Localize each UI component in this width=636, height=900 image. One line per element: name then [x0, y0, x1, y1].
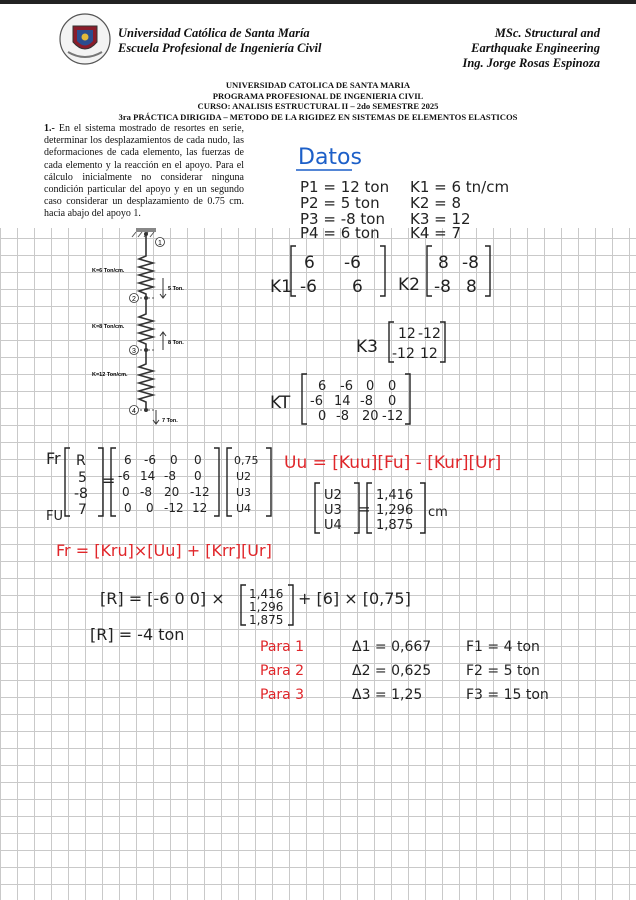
f-vec-1: 5: [78, 470, 87, 486]
r-calc-vector: [249, 587, 283, 627]
uu-var-1: U3: [324, 503, 342, 518]
k2-value: K2 = 8: [410, 194, 462, 212]
title-line-3: CURSO: ANALISIS ESTRUCTURAL II – 2do SEMESTRE 2025: [197, 101, 439, 111]
kt-matrix-label: KT: [270, 393, 291, 413]
para-3-label: Para 3: [260, 687, 305, 703]
p2-value: P2 = 5 ton: [300, 194, 380, 212]
uu-equation: Uu = [Kuu][Fu] - [Kur][Ur]: [284, 453, 502, 473]
uu-val-1: 1,296: [376, 503, 414, 518]
k2-m-11: 8: [466, 277, 477, 297]
uu-values: [376, 488, 413, 533]
uu-var-2: U4: [324, 518, 342, 533]
kt-m-11: 14: [334, 394, 351, 409]
k4-value: K4 = 7: [410, 224, 462, 242]
kt-m-10: -6: [310, 394, 323, 409]
fr-label: Fr: [46, 449, 61, 468]
k3-m-11: 12: [420, 346, 438, 362]
k3-value: K3 = 12: [410, 210, 471, 228]
k3-m-01: -12: [418, 326, 441, 342]
node-1-label: 1: [158, 240, 162, 247]
kf-11: 14: [140, 469, 156, 483]
node-3-label: 3: [132, 348, 136, 355]
u-vec-2: U3: [236, 486, 252, 499]
degree-line-1: MSc. Structural and: [494, 26, 600, 40]
r-calc-left: [R] = [-6 0 0] ×: [100, 589, 225, 608]
kf-02: 0: [170, 453, 178, 467]
f-vector: [74, 453, 88, 518]
u-vec-3: U4: [236, 502, 252, 515]
u-vec-0: 0,75: [234, 454, 259, 467]
kf-03: 0: [194, 453, 202, 467]
f-vec-2: -8: [74, 486, 88, 502]
node-4-label: 4: [132, 408, 136, 415]
k2-m-10: -8: [434, 277, 451, 297]
kt-m-21: -8: [336, 409, 349, 424]
fu-label: FU: [46, 509, 63, 524]
f-vec-0: R: [76, 453, 86, 469]
title-line-4: 3ra PRÁCTICA DIRIGIDA – METODO DE LA RIGIDEZ EN SISTEMAS DE ELEMENTOS ELASTICOS: [118, 111, 518, 122]
title-line-1: UNIVERSIDAD CATOLICA DE SANTA MARIA: [225, 80, 411, 90]
cm-unit: cm: [428, 505, 448, 520]
k1-m-10: -6: [300, 277, 317, 297]
para-1-label: Para 1: [260, 639, 305, 655]
r-calc-val-2: 1,875: [249, 613, 284, 627]
k2-m-00: 8: [438, 253, 449, 273]
para-2-label: Para 2: [260, 663, 305, 679]
force-3-label: 8 Ton.: [168, 340, 184, 346]
kt-m-20: 0: [318, 409, 327, 424]
kf-20: 0: [122, 485, 130, 499]
p1-value: P1 = 12 ton: [300, 178, 390, 196]
u-vec-1: U2: [236, 470, 252, 483]
kf-23: -12: [190, 485, 210, 499]
author-name: Ing. Jorge Rosas Espinoza: [462, 56, 600, 70]
force-2-label: 5 Ton.: [168, 286, 184, 292]
force-3: F3 = 15 ton: [466, 687, 549, 703]
kf-01: -6: [144, 453, 156, 467]
uu-var-0: U2: [324, 488, 342, 503]
uu-val-2: 1,875: [376, 518, 414, 533]
k3-m-10: -12: [392, 346, 415, 362]
k-full-matrix: [118, 453, 210, 515]
r-result: [R] = -4 ton: [90, 625, 185, 644]
title-line-2: PROGRAMA PROFESIONAL DE INGENIERIA CIVIL: [212, 90, 424, 101]
kt-m-12: -8: [360, 394, 373, 409]
equals-sign-1: =: [102, 471, 116, 490]
k1-matrix-label: K1: [270, 277, 292, 297]
force-1: F1 = 4 ton: [466, 639, 540, 655]
kt-m-00: 6: [318, 379, 327, 394]
kf-33: 12: [192, 501, 208, 515]
k1-m-01: -6: [344, 253, 361, 273]
kf-21: -8: [140, 485, 152, 499]
equals-sign-2: =: [358, 500, 371, 518]
kf-13: 0: [194, 469, 202, 483]
kt-m-01: -6: [340, 379, 353, 394]
matrix-brackets: [65, 246, 490, 625]
u-vector: [234, 454, 259, 515]
delta-3: Δ3 = 1,25: [352, 687, 423, 703]
spring-1-label: K=6 Ton/cm.: [92, 268, 125, 274]
kf-32: -12: [164, 501, 184, 515]
fr-equation: Fr = [Kru]×[Uu] + [Krr][Ur]: [56, 541, 272, 560]
datos-heading: Datos: [298, 145, 362, 170]
node-2-label: 2: [132, 296, 136, 303]
kt-m-22: 20: [362, 409, 379, 424]
f-vec-3: 7: [78, 502, 87, 518]
spring-2-label: K=8 Ton/cm.: [92, 324, 125, 330]
kf-00: 6: [124, 453, 132, 467]
p4-value: P4 = 6 ton: [300, 224, 380, 242]
kf-12: -8: [164, 469, 176, 483]
k1-m-00: 6: [304, 253, 315, 273]
uu-val-0: 1,416: [376, 488, 414, 503]
kt-m-13: 0: [388, 394, 397, 409]
k3-m-00: 12: [398, 326, 416, 342]
kf-10: -6: [118, 469, 130, 483]
school-name: Escuela Profesional de Ingeniería Civil: [118, 41, 322, 55]
r-calc-right: + [6] × [0,75]: [298, 589, 411, 608]
k1-m-11: 6: [352, 277, 363, 297]
force-2: F2 = 5 ton: [466, 663, 540, 679]
r-calc-val-1: 1,296: [249, 600, 284, 614]
delta-2: Δ2 = 0,625: [352, 663, 432, 679]
kf-22: 20: [164, 485, 180, 499]
kf-31: 0: [146, 501, 154, 515]
delta-1: Δ1 = 0,667: [352, 639, 432, 655]
p3-value: P3 = -8 ton: [300, 210, 385, 228]
kt-m-03: 0: [388, 379, 397, 394]
k1-value: K1 = 6 tn/cm: [410, 178, 510, 196]
degree-line-2: Earthquake Engineering: [471, 41, 600, 55]
kt-matrix-cells: [310, 379, 403, 424]
problem-number: 1.-: [44, 123, 55, 134]
force-4-label: 7 Ton.: [162, 418, 178, 424]
k2-m-01: -8: [462, 253, 479, 273]
university-name: Universidad Católica de Santa María: [118, 26, 310, 40]
k3-matrix-label: K3: [356, 337, 378, 357]
r-calc-val-0: 1,416: [249, 587, 284, 601]
uu-variables: [324, 488, 342, 533]
problem-text: En el sistema mostrado de resortes en serie, determinar los desplazamientos de cada nudo, las deformaciones de cada elemento, las fuerzas de cada elemento y la reacción en el apoyo. Para el cálculo inicialmente no considerar ninguna condición particular del apoyo y en un segundo caso considerar un desplazamiento de 0.75 cm. hacia abajo del apoyo 1.: [44, 123, 245, 220]
kf-30: 0: [124, 501, 132, 515]
kt-m-23: -12: [382, 409, 404, 424]
spring-3-label: K=12 Ton/cm.: [92, 372, 128, 378]
kt-m-02: 0: [366, 379, 375, 394]
k2-matrix-label: K2: [398, 275, 420, 295]
